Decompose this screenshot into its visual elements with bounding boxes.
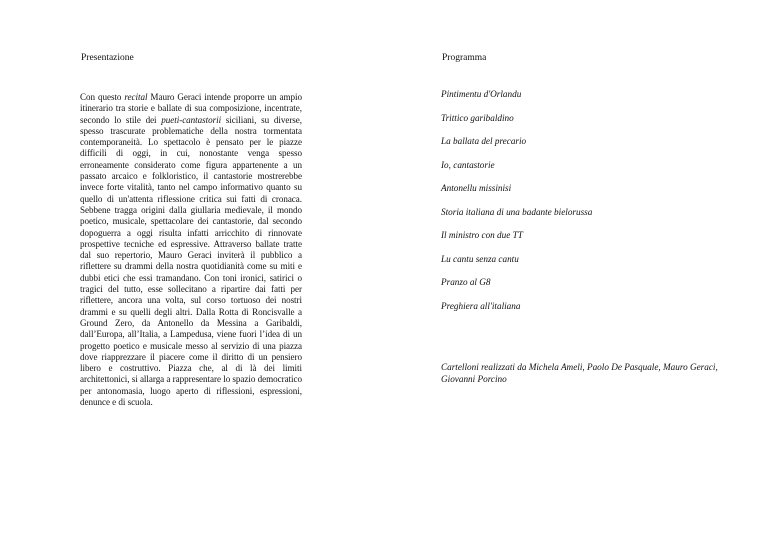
program-item: Io, cantastorie bbox=[441, 159, 495, 170]
program-column bbox=[441, 52, 721, 384]
program-list bbox=[441, 88, 721, 323]
program-item: La ballata del precario bbox=[441, 136, 527, 146]
paragraph-run: Con questo bbox=[80, 92, 125, 102]
program-item: Trittico garibaldino bbox=[441, 112, 514, 123]
paragraph-run: Mauro Geraci intende proporre un ampio itinerario tra storie e ballate di sua composizione, incentrate, secondo lo stile dei bbox=[80, 92, 302, 125]
program-item: Il ministro con due TT bbox=[441, 230, 523, 240]
program-item: Antonellu missinisi bbox=[441, 183, 512, 193]
paragraph-run: siciliani, su diverse, spesso trascurate problematiche della nostra tormentata contemporaneità. Lo spettacolo è pensato per le piazze difficili di oggi, in cui, nonostante venga spesso erroneamente considerato come figura appartenente a un passato arcaico e folkloristico, il cantastorie mostrerebbe invece forte vitalità, tanto nel campo informativo quanto su quello di un'attenta riflessione critica sui fatti di cronaca. Sebbene tragga origini dalla giullaria medievale, il mondo poetico, musicale, spettacolare dei cantastorie, dal secondo dopoguerra a oggi risulta infatti arricchito di rinnovate prospettive tecniche ed espressive. Attraverso ballate tratte dal suo repertorio, Mauro Geraci inviterà il pubblico a riflettere su drammi della nostra quotidianità come su miti e dubbi etici che essi tramandano. Con toni ironici, satirici o tragici del tutto, esse sollecitano a ripartire dai fatti per riflettere, ancora una volta, sul corso tortuoso dei nostri drammi e su quelli degli altri. Dalla Rotta di Roncisvalle a Ground Zero, da Antonello da Messina a Garibaldi, dall’Europa, all’Italia, a Lampedusa, viene fuori l’idea di un progetto poetico e musicale messo al servizio di una piazza dove riapprezzare il piacere come il diritto di un pensiero libero e costruttivo. Piazza che, al di là dei limiti architettonici, si allarga a rappresentare lo spazio democratico per antonomasia, luogo aperto di riflessioni, espressioni, denunce e di scuola. bbox=[80, 114, 302, 408]
presentation-column bbox=[80, 52, 302, 408]
presentation-heading: Presentazione bbox=[81, 53, 134, 63]
presentation-paragraph bbox=[80, 92, 302, 408]
program-item: Storia italiana di una badante bielorussa bbox=[441, 206, 593, 217]
program-item: Pintimentu d'Orlandu bbox=[441, 89, 522, 99]
program-heading: Programma bbox=[442, 53, 487, 63]
program-item: Lu cantu senza cantu bbox=[441, 253, 519, 264]
credits-text: Cartelloni realizzati da Michela Ameli, Paolo De Pasquale, Mauro Geraci, Giovanni Porcino bbox=[441, 362, 718, 384]
italic-term: pueti-cantastorii bbox=[161, 114, 222, 125]
program-item: Preghiera all'italiana bbox=[441, 300, 521, 311]
italic-term: recital bbox=[124, 92, 148, 102]
program-item: Pranzo al G8 bbox=[441, 277, 491, 287]
